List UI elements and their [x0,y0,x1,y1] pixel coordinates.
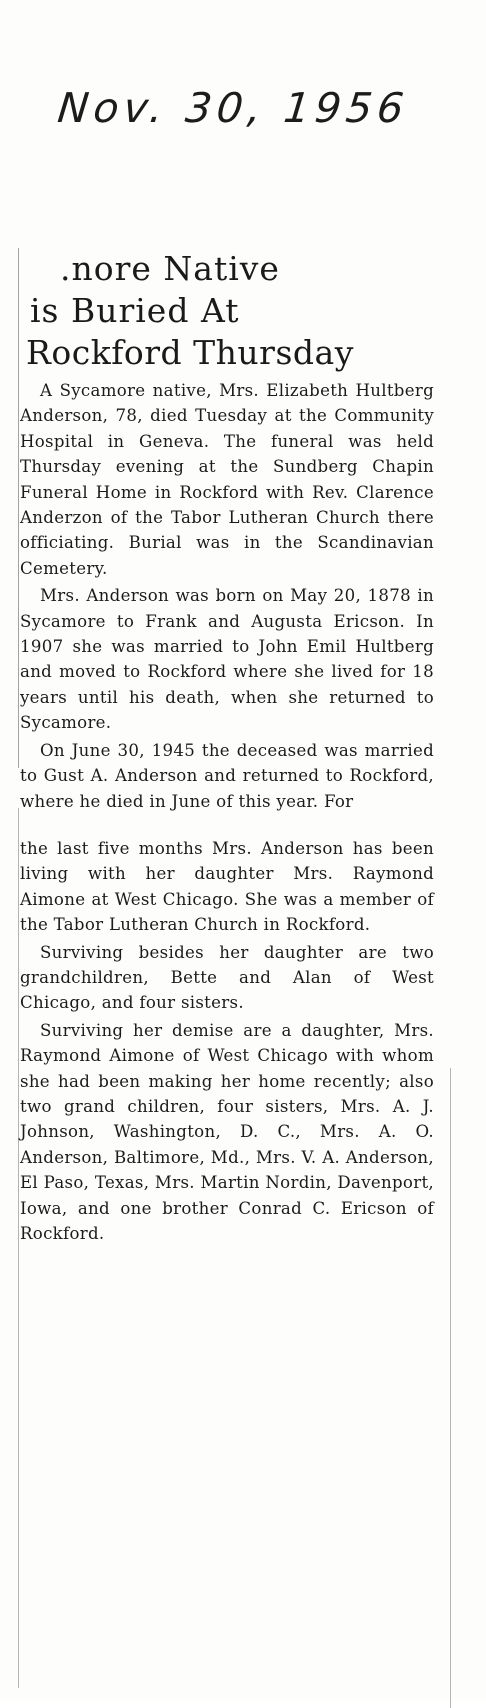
right-column-rule [450,1068,451,1708]
paragraph-obituary-intro: A Sycamore native, Mrs. Elizabeth Hultberg Anderson, 78, died Tuesday at the Community Hospital in Geneva. The funeral was held Thursday evening at the Sundberg Chapin Funeral Home in Rockford with Rev. Clarence Anderzon of the Tabor Lutheran Church there officiating. Burial was in the Scandinavian Cemetery. [20,381,434,578]
article-body [20,378,434,1248]
left-column-rule-lower [18,808,19,1688]
newspaper-clipping [14,248,438,1698]
paragraph-survivors: Surviving besides her daughter are two grandchildren, Bette and Alan of West Chicago, and four sisters. [20,942,434,1013]
article-headline [22,248,436,374]
handwritten-date: Nov. 30, 1956 [55,84,411,132]
headline-line-3: Rockford Thursday [26,333,354,372]
headline-line-2: is Buried At [30,291,240,330]
column-break [20,816,434,836]
paragraph-continued: the last five months Mrs. Anderson has been living with her daughter Mrs. Raymond Aimone at West Chicago. She was a member of the Tabor Lutheran Church in Rockford. [20,838,434,935]
paragraph-second-marriage: On June 30, 1945 the deceased was married to Gust A. Anderson and returned to Rockford, where he died in June of this year. For [20,740,434,811]
headline-line-1: .nore Native [60,249,280,288]
paragraph-birth-marriage: Mrs. Anderson was born on May 20, 1878 in Sycamore to Frank and Augusta Ericson. In 1907 she was married to John Emil Hultberg and moved to Rockford where she lived for 18 years until his death, when she returned to Sycamore. [20,586,434,733]
left-column-rule [18,248,19,768]
paragraph-survivors-detail: Surviving her demise are a daughter, Mrs. Raymond Aimone of West Chicago with whom she had been making her home recently; also two grand children, four sisters, Mrs. A. J. Johnson, Washington, D. C., Mrs. A. O. Anderson, Baltimore, Md., Mrs. V. A. Anderson, El Paso, Texas, Mrs. Martin Nordin, Davenport, Iowa, and one brother Conrad C. Ericson of Rockford. [20,1020,434,1243]
